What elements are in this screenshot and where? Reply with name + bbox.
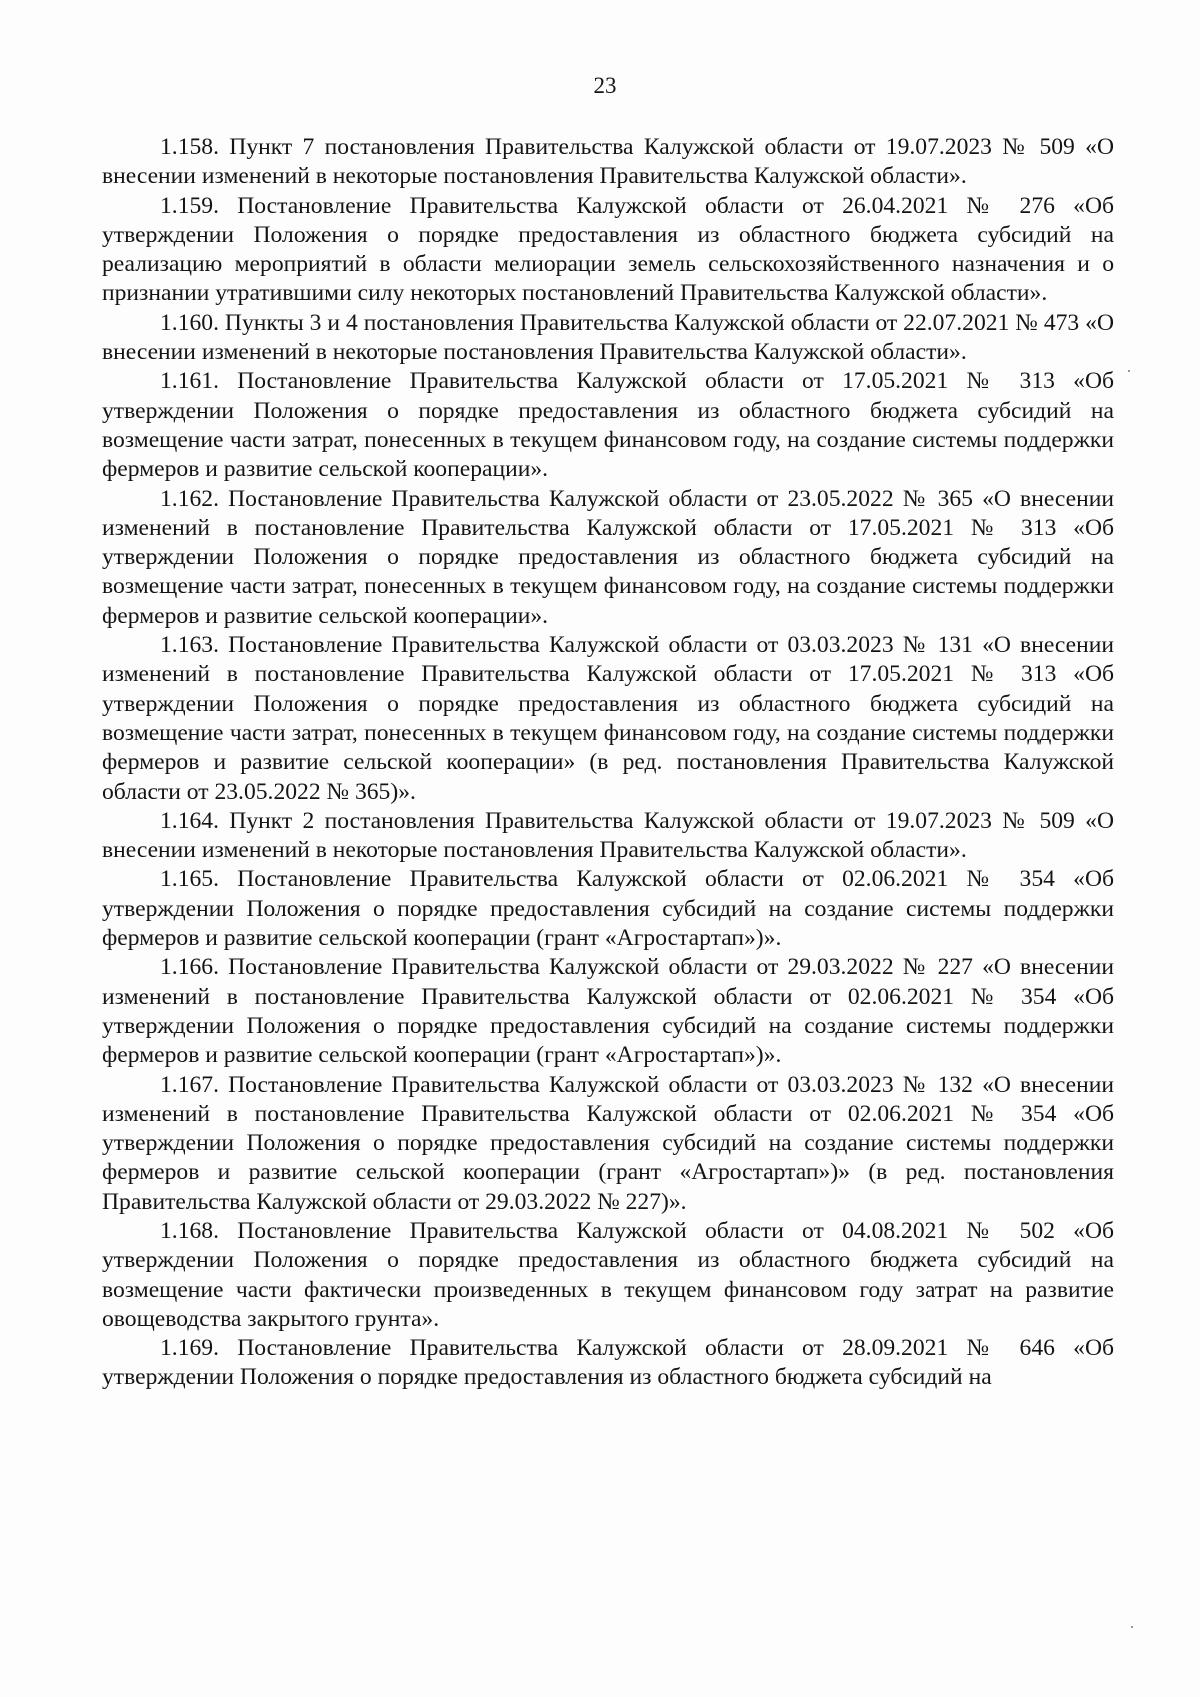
paragraph-1-164: 1.164. Пункт 2 постановления Правительства Калужской области от 19.07.2023 № 509 «О внесении изменений в некоторые постановления Правительства Калужской области». [102,807,1114,864]
document-body [102,133,1114,1393]
paragraph-1-159: 1.159. Постановление Правительства Калужской области от 26.04.2021 № 276 «Об утверждении Положения о порядке предоставления из областного бюджета субсидий на реализацию мероприятий в области мелиорации земель сельскохозяйственного назначения и о признании утратившими силу некоторых постановлений Правительства Калужской области». [102,192,1114,307]
scan-speck [1131,1626,1133,1628]
page-number: 23 [593,73,617,98]
paragraph-1-168: 1.168. Постановление Правительства Калужской области от 04.08.2021 № 502 «Об утверждении Положения о порядке предоставления из областного бюджета субсидий на возмещение части фактически произведенных в текущем финансовом году затрат на развитие овощеводства закрытого грунта». [102,1217,1114,1332]
paragraph-1-167: 1.167. Постановление Правительства Калужской области от 03.03.2023 № 132 «О внесении изменений в постановление Правительства Калужской области от 02.06.2021 № 354 «Об утверждении Положения о порядке предоставления субсидий на создание системы поддержки фермеров и развитие сельской кооперации (грант «Агростартап»)» (в ред. постановления Правительства Калужской области от 29.03.2022 № 227)». [102,1071,1114,1215]
paragraph-1-162: 1.162. Постановление Правительства Калужской области от 23.05.2022 № 365 «О внесении изменений в постановление Правительства Калужской области от 17.05.2021 № 313 «Об утверждении Положения о порядке предоставления из областного бюджета субсидий на возмещение части затрат, понесенных в текущем финансовом году, на создание системы поддержки фермеров и развитие сельской кооперации». [102,485,1114,629]
paragraph-1-158: 1.158. Пункт 7 постановления Правительства Калужской области от 19.07.2023 № 509 «О внесении изменений в некоторые постановления Правительства Калужской области». [102,134,1114,190]
paragraph-1-160: 1.160. Пункты 3 и 4 постановления Правительства Калужской области от 22.07.2021 № 473 «О внесении изменений в некоторые постановления Правительства Калужской области». [102,309,1114,366]
paragraph-1-166: 1.166. Постановление Правительства Калужской области от 29.03.2022 № 227 «О внесении изменений в постановление Правительства Калужской области от 02.06.2021 № 354 «Об утверждении Положения о порядке предоставления субсидий на создание системы поддержки фермеров и развитие сельской кооперации (грант «Агростартап»)». [102,954,1114,1069]
paragraph-1-163: 1.163. Постановление Правительства Калужской области от 03.03.2023 № 131 «О внесении изменений в постановление Правительства Калужской области от 17.05.2021 № 313 «Об утверждении Положения о порядке предоставления из областного бюджета субсидий на возмещение части затрат, понесенных в текущем финансовом году, на создание системы поддержки фермеров и развитие сельской кооперации» (в ред. постановления Правительства Калужской области от 23.05.2022 № 365)». [102,632,1114,805]
paragraph-1-161: 1.161. Постановление Правительства Калужской области от 17.05.2021 № 313 «Об утверждении Положения о порядке предоставления из областного бюджета субсидий на возмещение части затрат, понесенных в текущем финансовом году, на создание системы поддержки фермеров и развитие сельской кооперации». [102,368,1114,483]
paragraph-1-165: 1.165. Постановление Правительства Калужской области от 02.06.2021 № 354 «Об утверждении Положения о порядке предоставления субсидий на создание системы поддержки фермеров и развитие сельской кооперации (грант «Агростартап»)». [102,866,1114,952]
scan-speck [1128,370,1130,372]
paragraph-1-169: 1.169. Постановление Правительства Калужской области от 28.09.2021 № 646 «Об утверждении Положения о порядке предоставления из областного бюджета субсидий на [102,1335,1114,1391]
